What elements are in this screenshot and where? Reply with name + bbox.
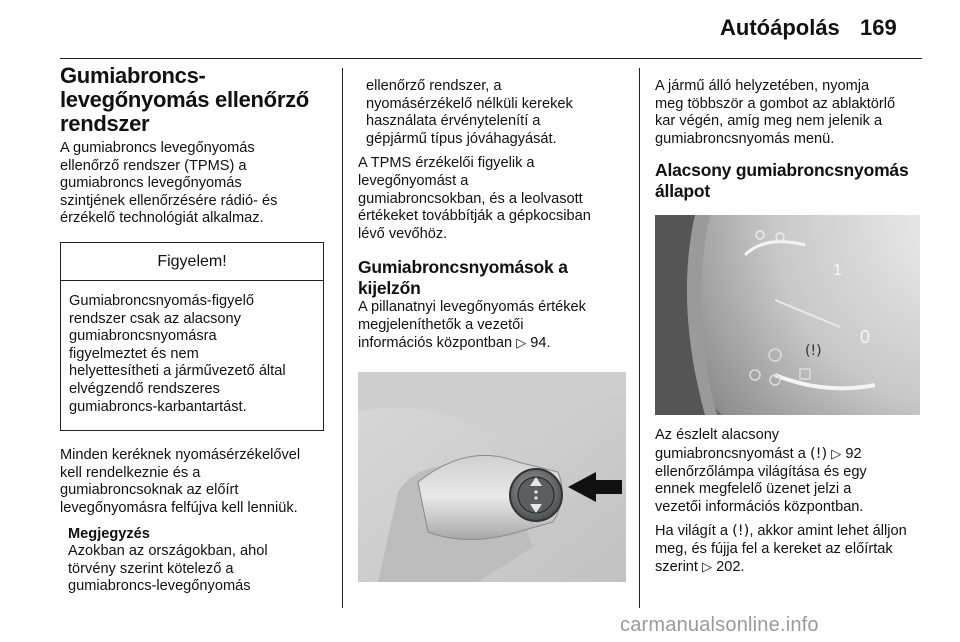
tpms-lamp-icon: (!) bbox=[732, 522, 750, 540]
warning-text: Gumiabroncsnyomás-figyelő rendszer csak az alacsony gumiabroncsnyomásra figyelmeztet és nem helyettesítheti a járművezető által elvégzendő rendszeres gumiabroncs-karbantartást. bbox=[69, 292, 286, 415]
column-divider-2 bbox=[639, 68, 640, 608]
tpms-sensor-paragraph: A TPMS érzékelői figyelik a levegőnyomást a gumiabroncsokban, és a leolvasott értékeket továbbítják a gépkocsiban lévő vevőhöz. bbox=[358, 155, 591, 242]
note-block bbox=[60, 526, 328, 596]
column-1 bbox=[60, 64, 328, 596]
dial-label-1: 1 bbox=[833, 262, 842, 280]
display-paragraph: A pillanatnyi levegőnyomás értékek megjeleníthetők a vezetői információs központban ▷ 94. bbox=[358, 299, 586, 351]
warning-box bbox=[60, 242, 324, 431]
low-pressure-detected-paragraph: Az észlelt alacsony gumiabroncsnyomást a (!) ▷ 92 ellenőrzőlámpa világítása és egy ennek megfelelő üzenet jelzi a vezetői információs központban. bbox=[655, 427, 867, 515]
note-continuation: ellenőrző rendszer, a nyomásérzékelő nélküli kerekek használata érvénytelenítí a gépjármű típus jóváhagyását. bbox=[366, 78, 573, 147]
running-header-title: Autóápolás bbox=[720, 15, 840, 40]
tpms-warning-icon: (!) bbox=[805, 343, 822, 360]
column-3 bbox=[655, 78, 925, 576]
menu-instruction-paragraph: A jármű álló helyzetében, nyomja meg többször a gombot az ablaktörlő kar végén, amíg meg nem jelenik a gumiabroncsnyomás menü. bbox=[655, 78, 896, 147]
dial-label-0: 0 bbox=[860, 327, 871, 348]
watermark: carmanualsonline.info bbox=[620, 614, 819, 636]
intro-paragraph: A gumiabroncs levegőnyomás ellenőrző rendszer (TPMS) a gumiabroncs levegőnyomás szintjének ellenőrzésére rádió- és érzékelő technológiát alkalmaz. bbox=[60, 140, 278, 227]
subtitle-low-pressure: Alacsony gumiabroncsnyomás állapot bbox=[655, 160, 909, 202]
note-title: Megjegyzés bbox=[68, 525, 150, 542]
reference-arrow-icon: ▷ bbox=[702, 559, 713, 575]
subtitle-display-pressures: Gumiabroncsnyomások a kijelzőn bbox=[358, 257, 568, 299]
wiper-lever-button-figure bbox=[358, 372, 626, 582]
column-divider-1 bbox=[342, 68, 343, 608]
sensor-requirement-paragraph: Minden keréknek nyomásérzékelővel kell rendelkeznie és a gumiabroncsoknak az előírt levegőnyomásra felfújva kell lenniük. bbox=[60, 447, 301, 516]
instrument-cluster-figure bbox=[655, 215, 920, 415]
lamp-lit-paragraph: Ha világít a (!), akkor amint lehet álljon meg, és fújja fel a kereket az előírtak szerint ▷ 202. bbox=[655, 522, 907, 575]
tpms-lamp-icon: (!) bbox=[809, 444, 828, 462]
warning-heading: Figyelem! bbox=[61, 243, 323, 281]
section-title-tpms: Gumiabroncs- levegőnyomás ellenőrző rendszer bbox=[60, 63, 309, 136]
reference-arrow-icon: ▷ bbox=[516, 335, 527, 351]
page-number: 169 bbox=[860, 15, 897, 40]
note-text: Azokban az országokban, ahol törvény szerint kötelező a gumiabroncs-levegőnyomás bbox=[68, 543, 268, 595]
reference-arrow-icon: ▷ bbox=[831, 446, 842, 462]
header-rule bbox=[60, 58, 922, 59]
column-2 bbox=[358, 78, 626, 582]
